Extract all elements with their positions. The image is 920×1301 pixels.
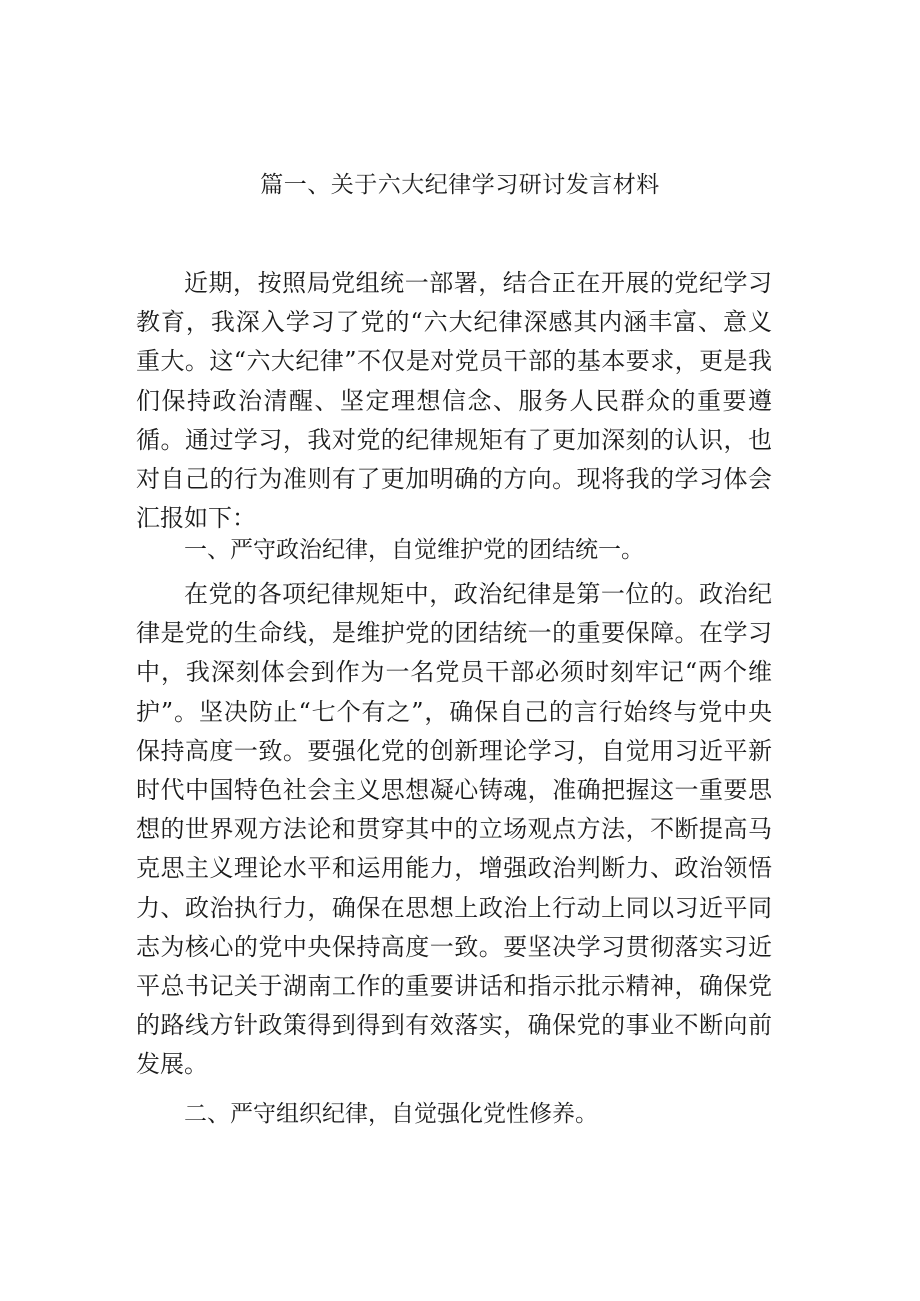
section-body-political-discipline: 在党的各项纪律规矩中，政治纪律是第一位的。政治纪律是党的生命线，是维护党的团结统一的重要保障。在学习中，我深刻体会到作为一名党员干部必须时刻牢记“两个维护”。坚决防止“七个有之”，确保自己的言行始终与党中央保持高度一致。要强化党的创新理论学习，自觉用习近平新时代中国特色社会主义思想凝心铸魂，准确把握这一重要思想的世界观方法论和贯穿其中的立场观点方法，不断提高马克思主义理论水平和运用能力，增强政治判断力、政治领悟力、政治执行力，确保在思想上政治上行动上同以习近平同志为核心的党中央保持高度一致。要坚决学习贯彻落实习近平总书记关于湖南工作的重要讲话和指示批示精神，确保党的路线方针政策得到得到有效落实，确保党的事业不断向前发展。: [136, 580, 772, 1079]
section-heading-organizational-discipline: 二、严守组织纪律，自觉强化党性修养。: [184, 1101, 598, 1127]
intro-paragraph: 近期，按照局党组统一部署，结合正在开展的党纪学习教育，我深入学习了党的“六大纪律深感其内涵丰富、意义重大。这“六大纪律”不仅是对党员干部的基本要求，更是我们保持政治清醒、坚定理想信念、服务人民群众的重要遵循。通过学习，我对党的纪律规矩有了更加深刻的认识，也对自己的行为准则有了更加明确的方向。现将我的学习体会汇报如下：: [136, 269, 772, 533]
document-title: 篇一、关于六大纪律学习研讨发言材料: [260, 172, 660, 198]
section-heading-political-discipline: 一、严守政治纪律，自觉维护党的团结统一。: [184, 537, 644, 563]
